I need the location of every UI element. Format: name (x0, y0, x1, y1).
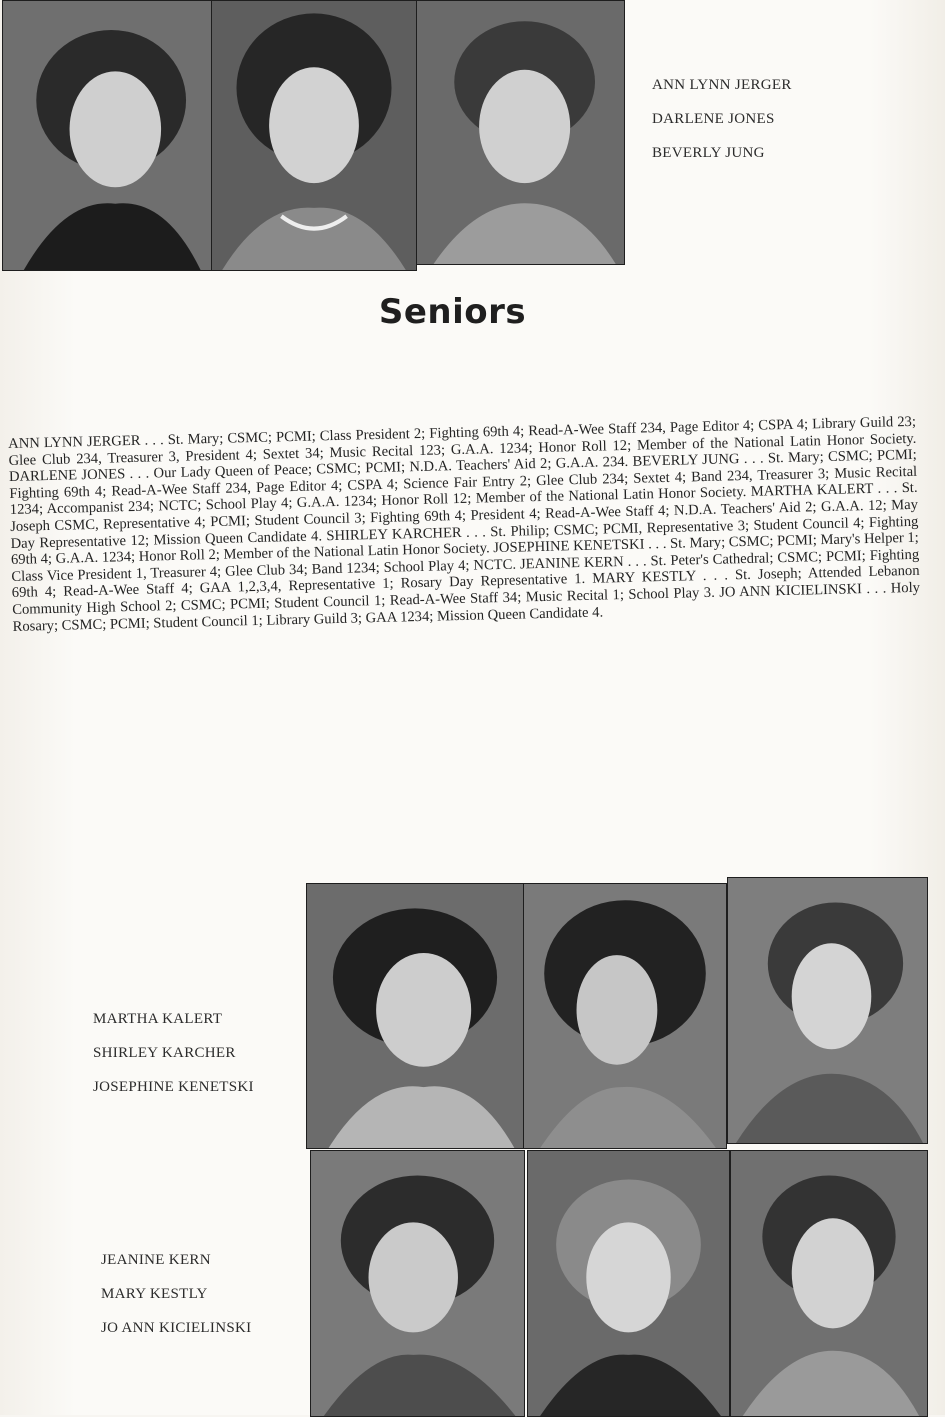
portrait-photo (523, 883, 727, 1149)
student-name: MARTHA KALERT (93, 1011, 223, 1027)
portrait-photo (727, 877, 928, 1144)
portrait-photo (306, 883, 524, 1149)
portrait-photo (310, 1150, 525, 1417)
student-name: JOSEPHINE KENETSKI (93, 1079, 254, 1095)
portrait-photo (527, 1150, 730, 1417)
student-name: MARY KESTLY (101, 1286, 208, 1302)
portrait-photo (416, 0, 625, 265)
student-name: JEANINE KERN (101, 1252, 211, 1268)
top-name-list (652, 68, 792, 170)
bottom-name-list (101, 1243, 251, 1345)
portrait-photo (2, 0, 212, 271)
biography-paragraph: ANN LYNN JERGER . . . St. Mary; CSMC; PCMI; Class President 2; Fighting 69th 4; Read-A-Wee Staff 234, Page Editor 4; CSPA 4; Library Guild 23; Glee Club 234, Treasurer 3, President 4; Sextet 34; Music Recital 123; G.A.A. 1234; Honor Roll 12; Member of the National Latin Honor Society. DARLENE JONES . . . Our Lady Queen of Peace; CSMC; PCMI; N.D.A. Teachers' Aid 2; G.A.A. 234. BEVERLY JUNG . . . St. Mary; CSMC; PCMI; Fighting 69th 4; Read-A-Wee Staff 234, Page Editor 4; CSPA 4; Science Fair Entry 2; Glee Club 234; Sextet 4; Band 234, Treasurer 3; Music Recital 1234; Accompanist 234; NCTC; School Play 4; G.A.A. 1234; Honor Roll 12; Member of the National Latin Honor Society. MARTHA KALERT . . . St. Joseph CSMC, Representative 4; PCMI; Student Council 3; Fighting 69th 4; President 4; Read-A-Wee Staff 4; N.D.A. Teachers' Aid 2; G.A.A. 12; May Day Representative 12; Mission Queen Candidate 4. SHIRLEY KARCHER . . . St. Philip; CSMC; PCMI, Representative 3; Student Council 4; Fighting 69th 4; G.A.A. 1234; Honor Roll 2; Member of the National Latin Honor Society. JOSEPHINE KENETSKI . . . St. Mary; CSMC; PCMI; Mary's Helper 1; Class Vice President 1, Treasurer 4; Glee Club 34; Band 1234; School Play 4; NCTC. JEANINE KERN . . . St. Peter's Cathedral; CSMC; PCMI; Fighting 69th 4; Read-A-Wee Staff 4; GAA 1,2,3,4, Representative 1; Rosary Day Representative 1. MARY KESTLY . . . St. Joseph; Attended Lebanon Community High School 2; CSMC; PCMI; Student Council 1; Read-A-Wee Staff 34; Music Recital 1; School Play 3. JO ANN KICIELINSKI . . . Holy Rosary; CSMC; PCMI; Student Council 1; Library Guild 3; GAA 1234; Mission Queen Candidate 4. (8, 413, 921, 635)
student-name: ANN LYNN JERGER (652, 77, 792, 93)
student-name: DARLENE JONES (652, 111, 775, 127)
student-name: SHIRLEY KARCHER (93, 1045, 236, 1061)
student-name: JO ANN KICIELINSKI (101, 1320, 252, 1336)
portrait-photo (730, 1150, 928, 1417)
middle-name-list (93, 1002, 254, 1104)
page-title: Seniors (378, 292, 527, 332)
portrait-photo (211, 0, 417, 271)
student-name: BEVERLY JUNG (652, 145, 765, 161)
